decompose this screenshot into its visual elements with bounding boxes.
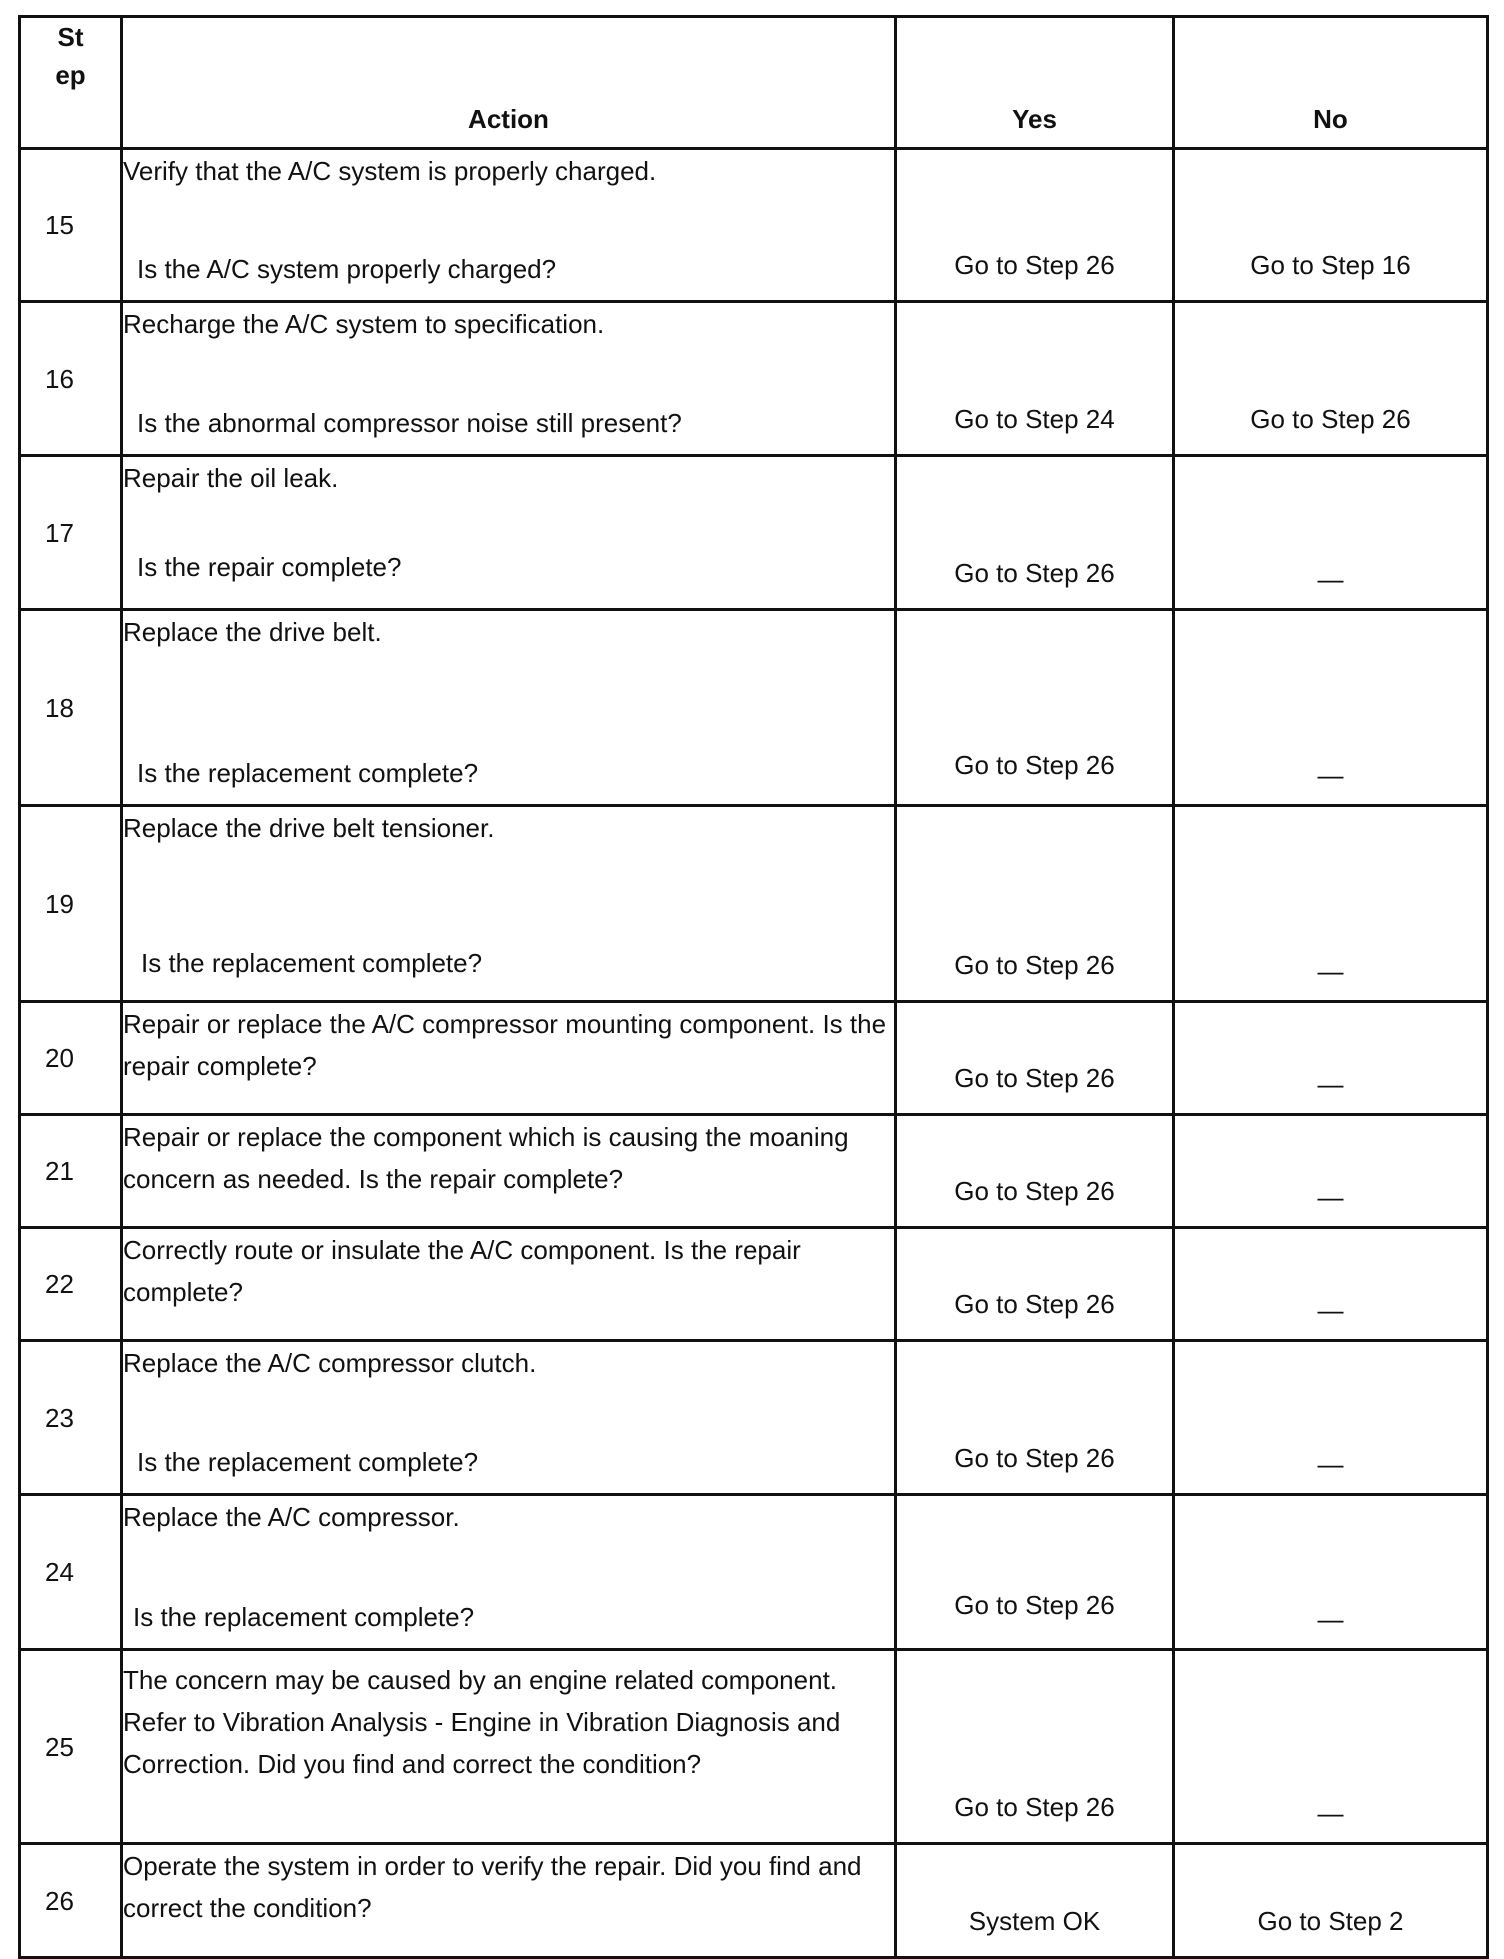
yes-cell	[896, 1228, 1174, 1341]
action-text: Correctly route or insulate the A/C component. Is the repair complete?	[123, 1235, 801, 1307]
table-row	[20, 806, 1488, 1002]
yes-text: Go to Step 26	[954, 950, 1115, 980]
table-row	[20, 456, 1488, 610]
no-cell	[1174, 1844, 1488, 1958]
no-cell	[1174, 149, 1488, 302]
no-text: —	[1317, 1604, 1344, 1634]
table-row	[20, 1650, 1488, 1844]
step-number: 23	[45, 1402, 74, 1433]
step-cell	[20, 806, 122, 1002]
step-cell	[20, 1650, 122, 1844]
header-yes	[896, 17, 1174, 149]
no-cell	[1174, 456, 1488, 610]
yes-text: Go to Step 26	[954, 1176, 1115, 1206]
action-text: Replace the drive belt tensioner.	[123, 813, 495, 843]
no-cell	[1174, 1228, 1488, 1341]
action-text: Replace the A/C compressor.	[123, 1502, 460, 1532]
table-row	[20, 1002, 1488, 1115]
table-row	[20, 1228, 1488, 1341]
action-text: The concern may be caused by an engine related component. Refer to Vibration Analysis - Engine in Vibration Diagnosis and Correction. Did you find and correct the condition?	[123, 1665, 841, 1779]
yes-cell	[896, 1495, 1174, 1650]
no-text: Go to Step 2	[1257, 1906, 1404, 1936]
action-text: Verify that the A/C system is properly charged.	[123, 156, 657, 186]
step-cell	[20, 149, 122, 302]
no-cell	[1174, 302, 1488, 456]
yes-text: Go to Step 26	[954, 1289, 1115, 1319]
header-action	[122, 17, 896, 149]
yes-text: Go to Step 26	[954, 1590, 1115, 1620]
no-text: —	[1317, 564, 1344, 594]
step-cell	[20, 1341, 122, 1495]
no-cell	[1174, 1341, 1488, 1495]
yes-cell	[896, 456, 1174, 610]
header-no-label: No	[1313, 104, 1348, 134]
table-row	[20, 610, 1488, 806]
step-cell	[20, 1115, 122, 1228]
no-text: —	[1317, 1449, 1344, 1479]
step-number: 15	[45, 210, 74, 240]
yes-text: Go to Step 26	[954, 558, 1115, 588]
table-row	[20, 1495, 1488, 1650]
step-number: 26	[45, 1885, 74, 1916]
yes-cell	[896, 1115, 1174, 1228]
diagnostic-table	[18, 15, 1489, 1959]
table-row	[20, 1844, 1488, 1958]
no-text: —	[1317, 956, 1344, 986]
yes-text: Go to Step 26	[954, 1792, 1115, 1822]
step-cell	[20, 456, 122, 610]
action-cell	[122, 1495, 896, 1650]
yes-cell	[896, 610, 1174, 806]
no-cell	[1174, 806, 1488, 1002]
header-step-line2: ep	[55, 60, 86, 90]
no-text: —	[1317, 1798, 1344, 1828]
no-cell	[1174, 1002, 1488, 1115]
action-text: Replace the A/C compressor clutch.	[123, 1348, 537, 1378]
header-yes-label: Yes	[1012, 104, 1057, 134]
table-row	[20, 302, 1488, 456]
action-text: Replace the drive belt.	[123, 617, 382, 647]
step-cell	[20, 1002, 122, 1115]
yes-cell	[896, 1341, 1174, 1495]
yes-cell	[896, 1002, 1174, 1115]
yes-text: Go to Step 24	[954, 404, 1115, 434]
header-row	[20, 17, 1488, 149]
action-text: Repair or replace the component which is causing the moaning concern as needed. Is the repair complete?	[123, 1122, 849, 1194]
action-cell	[122, 456, 896, 610]
step-cell	[20, 1844, 122, 1958]
no-text: —	[1317, 760, 1344, 790]
yes-cell	[896, 1650, 1174, 1844]
step-number: 20	[45, 1043, 74, 1073]
no-cell	[1174, 1650, 1488, 1844]
no-cell	[1174, 1115, 1488, 1228]
no-text: Go to Step 26	[1250, 404, 1411, 434]
action-question: Is the replacement complete?	[137, 758, 479, 788]
action-question: Is the replacement complete?	[141, 948, 483, 978]
action-text: Operate the system in order to verify the repair. Did you find and correct the condition?	[123, 1851, 862, 1923]
action-cell	[122, 149, 896, 302]
yes-cell	[896, 1844, 1174, 1958]
table-row	[20, 149, 1488, 302]
action-cell	[122, 1650, 896, 1844]
no-text: —	[1317, 1182, 1344, 1212]
action-question: Is the abnormal compressor noise still present?	[137, 408, 682, 438]
no-text: Go to Step 16	[1250, 250, 1411, 280]
action-cell	[122, 302, 896, 456]
step-number: 17	[45, 517, 74, 548]
yes-text: Go to Step 26	[954, 250, 1115, 280]
step-cell	[20, 1228, 122, 1341]
action-cell	[122, 1228, 896, 1341]
yes-text: System OK	[968, 1906, 1101, 1936]
header-action-label: Action	[468, 104, 549, 134]
step-number: 18	[45, 692, 74, 723]
no-text: —	[1317, 1069, 1344, 1099]
action-cell	[122, 1341, 896, 1495]
step-cell	[20, 610, 122, 806]
step-cell	[20, 1495, 122, 1650]
action-question: Is the replacement complete?	[137, 1447, 479, 1477]
header-step-line1: St	[57, 22, 84, 52]
header-step	[20, 17, 122, 149]
yes-text: Go to Step 26	[954, 1443, 1115, 1473]
step-number: 19	[45, 888, 74, 919]
no-text: —	[1317, 1295, 1344, 1325]
yes-cell	[896, 302, 1174, 456]
step-number: 22	[45, 1269, 74, 1299]
no-cell	[1174, 610, 1488, 806]
action-cell	[122, 1002, 896, 1115]
action-cell	[122, 1844, 896, 1958]
yes-text: Go to Step 26	[954, 750, 1115, 780]
step-cell	[20, 302, 122, 456]
step-number: 21	[45, 1156, 74, 1186]
action-cell	[122, 610, 896, 806]
action-cell	[122, 806, 896, 1002]
header-no	[1174, 17, 1488, 149]
step-number: 24	[45, 1557, 74, 1587]
action-question: Is the A/C system properly charged?	[137, 254, 557, 284]
action-question: Is the repair complete?	[137, 552, 402, 582]
action-cell	[122, 1115, 896, 1228]
action-text: Repair the oil leak.	[123, 463, 339, 493]
step-number: 16	[45, 363, 74, 394]
yes-cell	[896, 806, 1174, 1002]
table-row	[20, 1115, 1488, 1228]
action-text: Repair or replace the A/C compressor mounting component. Is the repair complete?	[123, 1009, 887, 1081]
table-row	[20, 1341, 1488, 1495]
yes-cell	[896, 149, 1174, 302]
step-number: 25	[45, 1731, 74, 1762]
action-text: Recharge the A/C system to specification.	[123, 309, 605, 339]
no-cell	[1174, 1495, 1488, 1650]
action-question: Is the replacement complete?	[133, 1602, 475, 1632]
yes-text: Go to Step 26	[954, 1063, 1115, 1093]
